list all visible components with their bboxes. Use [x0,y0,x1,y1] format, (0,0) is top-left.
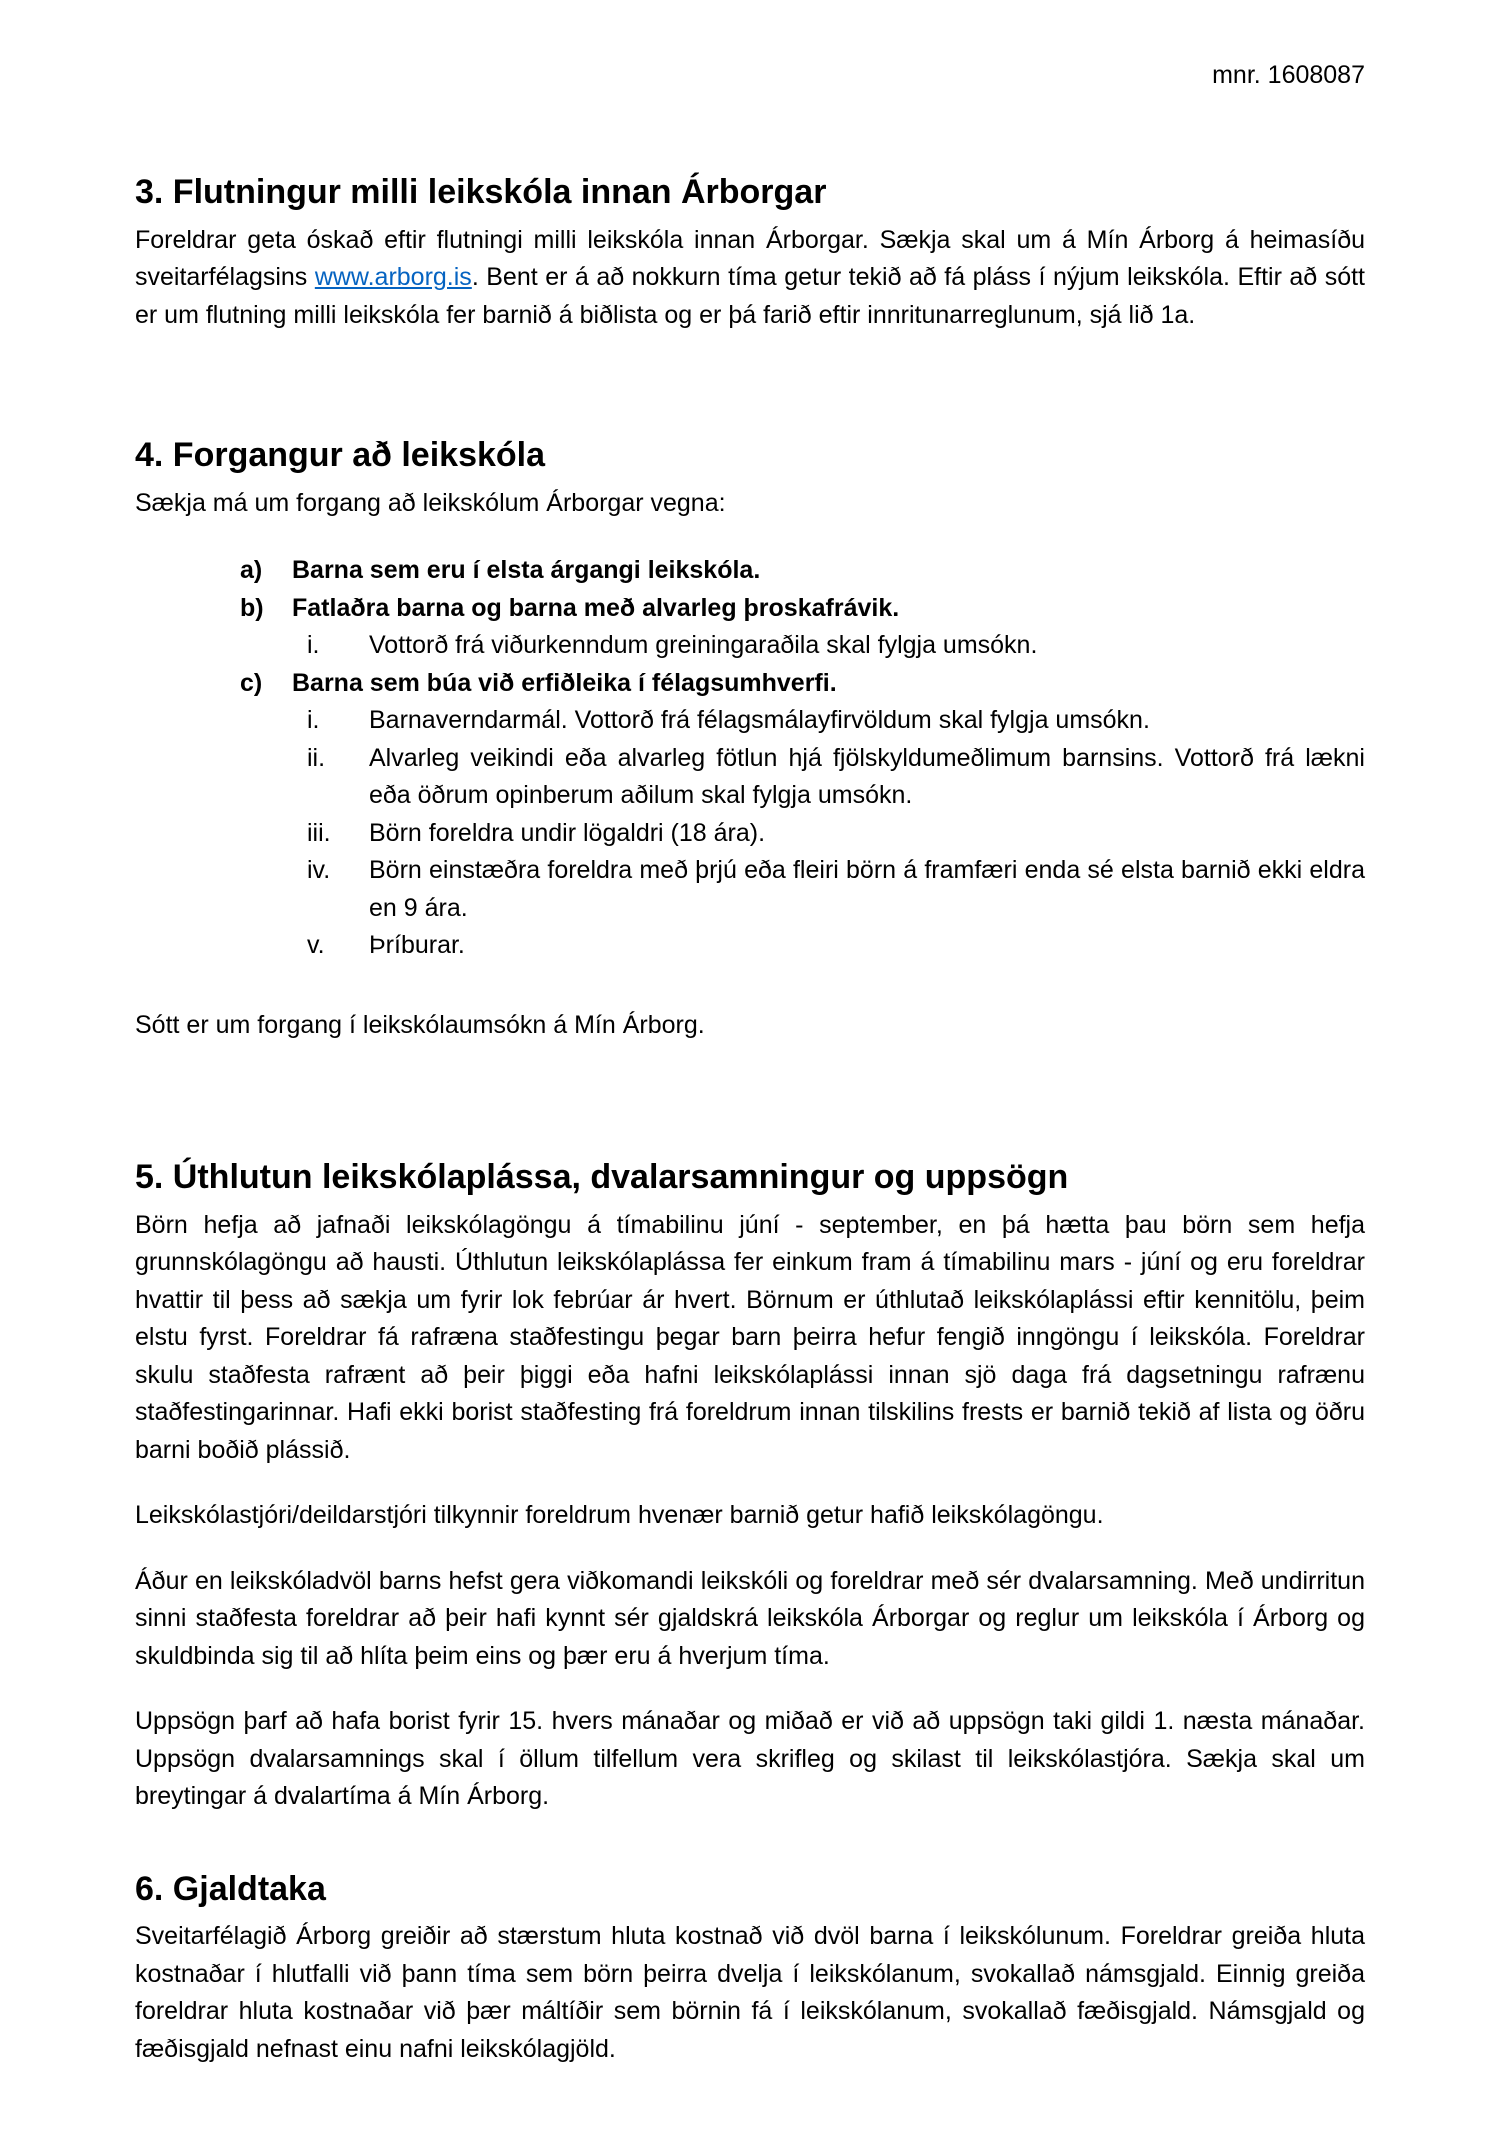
list-item-text: Börn einstæðra foreldra með þrjú eða fleiri börn á framfæri enda sé elsta barnið ekki eldra en 9 ára. [369,856,1365,922]
list-item-text: Þríburar. [369,931,465,959]
section-3-title: 3. Flutningur milli leikskóla innan Árborgar [135,173,827,211]
list-item-c-iii [135,815,1365,853]
section-5-paragraph-2: Leikskólastjóri/deildarstjóri tilkynnir foreldrum hvenær barnið getur hafið leikskólagöngu. [135,1501,1104,1529]
section-flutningur [135,171,1365,334]
list-item-text: Vottorð frá viðurkenndum greiningaraðila skal fylgja umsókn. [369,631,1038,659]
list-item-c-iv [135,852,1365,927]
section-6-title: 6. Gjaldtaka [135,1869,326,1908]
list-item-text: Barna sem búa við erfiðleika í félagsumhverfi. [292,668,837,697]
section-4-intro: Sækja má um forgang að leikskólum Árborgar vegna: [135,488,726,517]
section-5-paragraph-4: Uppsögn þarf að hafa borist fyrir 15. hvers mánaðar og miðað er við að uppsögn taki gildi 1. næsta mánaðar. Uppsögn dvalarsamnings skal í öllum tilfellum vera skrifleg og skilast til leikskólastjóra. Sækja skal um breytingar á dvalartíma á Mín Árborg. [135,1707,1365,1810]
section-5-paragraph-3: Áður en leikskóladvöl barns hefst gera viðkomandi leikskóli og foreldrar með sér dvalarsamning. Með undirritun sinni staðfesta foreldrar að þeir hafi kynnt sér gjaldskrá leikskóla Árborgar og reglur um leikskóla í Árborg og skuldbinda sig til að hlíta þeim eins og þær eru á hverjum tíma. [135,1566,1365,1670]
list-marker: i. [307,631,320,659]
list-marker: ii. [307,743,326,772]
paragraph-text-before-link: Foreldrar geta óskað eftir flutningi milli leikskóla innan Árborgar. Sækja skal um á Mín Árborg á heimasíðu sveitarfélagsins [135,225,1365,291]
section-6-paragraph: Sveitarfélagið Árborg greiðir að stærstum hluta kostnað við dvöl barna í leikskólunum. Foreldrar greiða hluta kostnaðar í hlutfalli við þann tíma sem börn þeirra dvelja í leikskólanum, svokallað námsgjald. Einnig greiða foreldrar hluta kostnaðar við þær máltíðir sem börnin fá í leikskólanum, svokallað fæðisgjald. Námsgjald og fæðisgjald nefnast einu nafni leikskólagjöld. [135,1922,1365,2063]
doc-number: mnr. 1608087 [1212,61,1365,89]
section-4-title: 4. Forgangur að leikskóla [135,436,546,474]
list-marker: iii. [307,818,331,847]
list-item-c-v [135,927,1365,965]
arborg-website-link[interactable]: www.arborg.is [314,263,472,291]
list-marker: i. [307,706,320,734]
list-item-b-i [135,627,1365,665]
priority-list [135,552,1365,965]
list-item-c-i [135,702,1365,740]
list-marker: b) [240,593,264,622]
paragraph-text-after-link: . Bent er á að nokkurn tíma getur tekið að fá pláss í nýjum leikskóla. Eftir að sótt er um flutning milli leikskóla fer barnið á biðlista og er þá farið eftir innritunarreglunum, sjá lið 1a. [135,263,1366,329]
section-gjaldtaka [135,1868,1365,2069]
list-marker: a) [240,556,263,584]
list-item-text: Fatlaðra barna og barna með alvarleg þroskafrávik. [292,593,900,622]
section-forgangur [135,434,1365,1044]
list-item-text: Alvarleg veikindi eða alvarleg fötlun hjá fjölskyldumeðlimum barnsins. Vottorð frá lækni eða öðrum opinberum aðilum skal fylgja umsókn. [369,743,1365,809]
list-item-c [135,665,1365,703]
list-item-a [135,552,1365,590]
section-uthlutun [135,1156,1365,1816]
list-marker: c) [240,668,263,697]
section-4-closing: Sótt er um forgang í leikskólaumsókn á Mín Árborg. [135,1010,705,1039]
list-item-text: Barna sem eru í elsta árgangi leikskóla. [292,556,761,584]
list-item-c-ii [135,740,1365,815]
section-5-title: 5. Úthlutun leikskólaplássa, dvalarsamningur og uppsögn [135,1158,1069,1196]
list-item-text: Börn foreldra undir lögaldri (18 ára). [369,818,766,847]
section-3-paragraph [135,222,1365,335]
list-marker: iv. [307,856,331,884]
section-5-paragraph-1: Börn hefja að jafnaði leikskólagöngu á tímabilinu júní - september, en þá hætta þau börn sem hefja grunnskólagöngu að hausti. Úthlutun leikskólaplássa fer einkum fram á tímabilinu mars - júní og eru foreldrar hvattir til þess að sækja um fyrir lok febrúar ár hvert. Börnum er úthlutað leikskólaplássi eftir kennitölu, þeim elstu fyrst. Foreldrar fá rafræna staðfestingu þegar barn þeirra hefur fengið inngöngu í leikskóla. Foreldrar skulu staðfesta rafrænt að þeir þiggi eða hafni leikskólaplássi innan sjö daga frá dagsetningu rafrænu staðfestingarinnar. Hafi ekki borist staðfesting frá foreldrum innan tilskilins frests er barnið tekið af lista og öðru barni boðið plássið. [135,1210,1365,1464]
list-item-text: Barnaverndarmál. Vottorð frá félagsmálayfirvöldum skal fylgja umsókn. [369,706,1150,734]
list-item-b [135,590,1365,628]
list-marker: v. [307,931,325,959]
